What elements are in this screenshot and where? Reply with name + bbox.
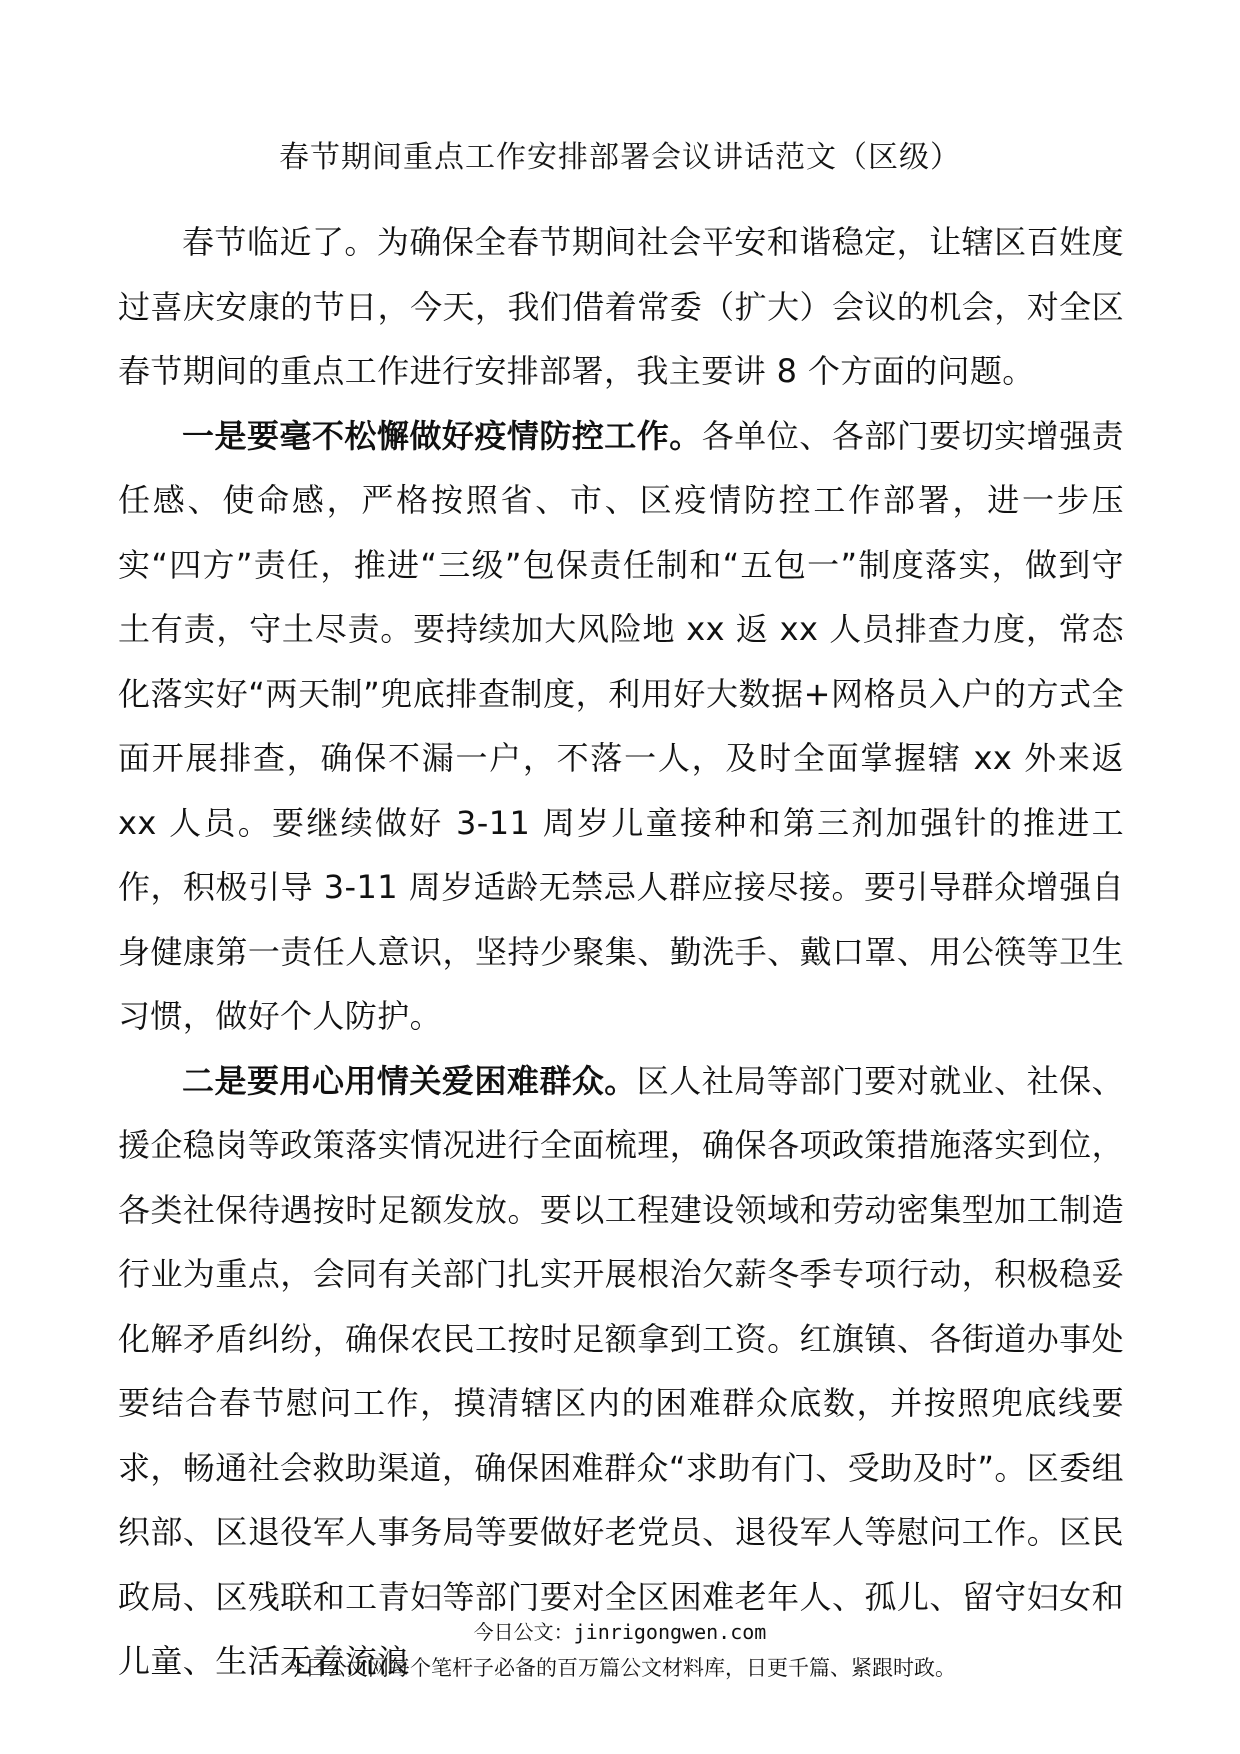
paragraph-lead: 二是要用心用情关爱困难群众。 [182, 1061, 637, 1100]
paragraph-intro [118, 210, 1124, 404]
paragraph-text: 各单位、各部门要切实增强责任感、使命感，严格按照省、市、区疫情防控工作部署，进一步压实“四方”责任，推进“三级”包保责任制和“五包一”制度落实，做到守土有责，守土尽责。要持续加大风险地 xx 返 xx 人员排查力度，常态化落实好“两天制”兜底排查制度，利用好大数据+网格员入户的方式全面开展排查，确保不漏一户，不落一人，及时全面掌握辖 xx 外来返 xx 人员。要继续做好 3-11 周岁儿童接种和第三剂加强针的推进工作，积极引导 3-11 周岁适龄无禁忌人群应接尽接。要引导群众增强自身健康第一责任人意识，坚持少聚集、勤洗手、戴口罩、用公筷等卫生习惯，做好个人防护。 [118, 416, 1125, 1035]
paragraph-lead: 一是要毫不松懈做好疫情防控工作。 [182, 416, 702, 455]
paragraph-text: 春节临近了。为确保全春节期间社会平安和谐稳定，让辖区百姓度过喜庆安康的节日，今天，我们借着常委（扩大）会议的机会，对全区春节期间的重点工作进行安排部署，我主要讲 8 个方面的问题。 [118, 223, 1124, 390]
footer-site-line: 今日公文：jinrigongwen.com [473, 1620, 767, 1644]
paragraph-epidemic-control [118, 404, 1124, 1049]
document-body [118, 210, 1124, 1694]
footer-slogan-line: 今日公文网每个笔杆子必备的百万篇公文材料库，日更千篇、紧跟时政。 [284, 1656, 956, 1680]
paragraph-care-for-needy [118, 1049, 1124, 1694]
paragraph-text: 区人社局等部门要对就业、社保、援企稳岗等政策落实情况进行全面梳理，确保各项政策措施落实到位，各类社保待遇按时足额发放。要以工程建设领域和劳动密集型加工制造行业为重点，会同有关部门扎实开展根治欠薪冬季专项行动，积极稳妥化解矛盾纠纷，确保农民工按时足额拿到工资。红旗镇、各街道办事处要结合春节慰问工作，摸清辖区内的困难群众底数，并按照兜底线要求，畅通社会救助渠道，确保困难群众“求助有门、受助及时”。区委组织部、区退役军人事务局等要做好老党员、退役军人等慰问工作。区民政局、区残联和工青妇等部门要对全区困难老年人、孤儿、留守妇女和儿童、生活无着流浪 [118, 1061, 1124, 1680]
document-title: 春节期间重点工作安排部署会议讲话范文（区级） [279, 140, 961, 175]
